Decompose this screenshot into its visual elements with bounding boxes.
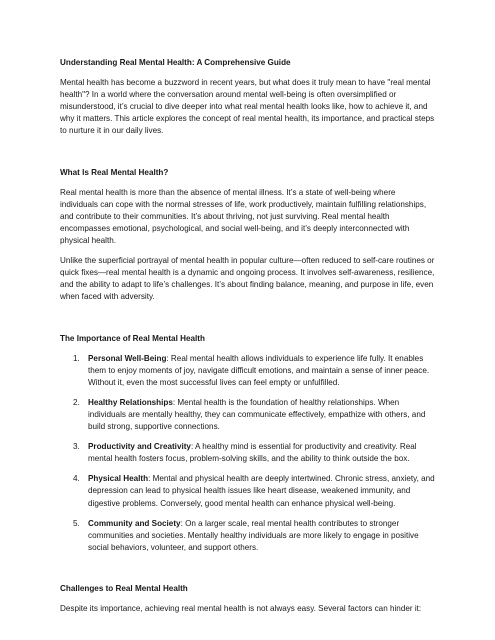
list-item-term: Personal Well-Being xyxy=(88,353,167,363)
challenges-paragraph-1: Despite its importance, achieving real mental health is not always easy. Several factors can hinder it: xyxy=(60,604,422,613)
list-item-text: : Mental health is the foundation of healthy relationships. When individuals are mentally healthy, they can communicate effectively, empathize with others, and build strong, supportive connections. xyxy=(88,397,426,432)
list-item xyxy=(73,397,435,433)
what-is-paragraph-1: Real mental health is more than the absence of mental illness. It’s a state of well-being where individuals can cope with the normal stresses of life, work productively, maintain fulfilling relationships, and contribute to their communities. It’s about thriving, not just surviving. Real mental health encompasses emotional, psychological, and social well-being, and it’s deeply interconnected with physical health. xyxy=(60,187,427,246)
section-spacer xyxy=(60,146,435,167)
intro-paragraph: Mental health has become a buzzword in recent years, but what does it truly mean to have "real mental health"? In a world where the conversation around mental well-being is often oversimplified or misunderstood, it’s crucial to dive deeper into what real mental health looks like, how to achieve it, and why it matters. This article explores the concept of real mental health, its importance, and practical steps to nurture it in our daily lives. xyxy=(60,78,435,136)
list-item-text: : Mental and physical health are deeply intertwined. Chronic stress, anxiety, and depression can lead to physical health issues like heart disease, weakened immunity, and digestive problems. Conversely, good mental health can enhance physical well-being. xyxy=(88,474,435,508)
list-item xyxy=(73,518,435,554)
importance-list xyxy=(60,353,435,554)
list-item-term: Physical Health xyxy=(88,474,149,484)
section-heading-what-is: What Is Real Mental Health? xyxy=(60,167,169,177)
list-item-term: Community and Society xyxy=(88,518,181,528)
section-heading-challenges: Challenges to Real Mental Health xyxy=(60,583,188,593)
list-item xyxy=(73,441,435,465)
list-item-number: 1. xyxy=(73,353,80,363)
list-item xyxy=(73,473,435,509)
list-item-number: 4. xyxy=(73,474,80,484)
what-is-paragraph-2: Unlike the superficial portrayal of mental health in popular culture—often reduced to self-care routines or quick fixes—real mental health is a dynamic and ongoing process. It involves self-awareness, resilience, and the ability to adapt to life’s challenges. It’s about finding balance, meaning, and purpose in life, even when faced with adversity. xyxy=(60,256,435,302)
list-item-number: 3. xyxy=(73,442,80,452)
list-item xyxy=(73,353,435,389)
section-spacer xyxy=(60,312,435,333)
document-title: Understanding Real Mental Health: A Comprehensive Guide xyxy=(60,58,291,67)
list-item-number: 2. xyxy=(73,397,80,407)
section-spacer xyxy=(60,562,435,583)
list-item-text: : A healthy mind is essential for productivity and creativity. Real mental health fosters focus, problem-solving skills, and the ability to think outside the box. xyxy=(88,442,417,464)
list-item-term: Productivity and Creativity xyxy=(88,442,191,452)
list-item-text: : Real mental health allows individuals to experience life fully. It enables them to enjoy moments of joy, navigate difficult emotions, and maintain a sense of inner peace. Without it, even the most successful lives can feel empty or unfulfilled. xyxy=(88,353,430,387)
list-item-term: Healthy Relationships xyxy=(88,397,173,407)
section-heading-importance: The Importance of Real Mental Health xyxy=(60,333,205,343)
list-item-text: : On a larger scale, real mental health contributes to stronger communities and societies. Mentally healthy individuals are more likely to engage in positive social behaviors, volunteer, and support others. xyxy=(88,518,419,552)
list-item-number: 5. xyxy=(73,518,80,528)
